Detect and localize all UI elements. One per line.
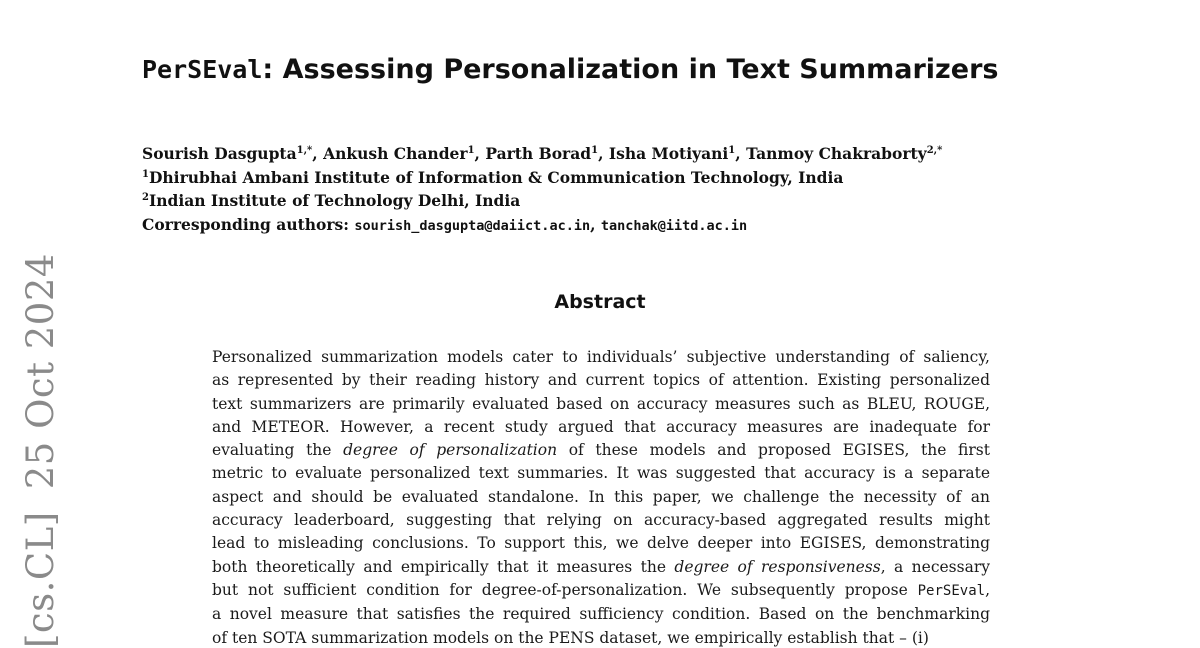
paper-title-rest: : Assessing Personalization in Text Summarizers bbox=[262, 54, 999, 85]
abstract-line: lead to misleading conclusions. To support this, we delve deeper into EGISES, demonstrating bbox=[212, 534, 990, 553]
author-list bbox=[142, 142, 942, 166]
abstract-line: accuracy leaderboard, suggesting that relying on accuracy-based aggregated results might bbox=[212, 511, 990, 530]
abstract-line: metric to evaluate personalized text summaries. It was suggested that accuracy is a separate bbox=[212, 464, 990, 483]
author: Isha Motiyani$^1$, bbox=[608, 144, 747, 163]
arxiv-date: 25 Oct 2024 bbox=[19, 253, 62, 490]
email-link-2[interactable]: tanchak@iitd.ac.in bbox=[600, 217, 748, 234]
abstract-line: a novel measure that satisfies the required sufficiency condition. Based on the benchmarking bbox=[212, 605, 990, 624]
paper-title bbox=[142, 52, 998, 88]
author: Ankush Chander$^1$, bbox=[323, 144, 486, 163]
corresponding-authors: Corresponding authors: sourish_dasgupta@daiict.ac.in, tanchak@iitd.ac.in bbox=[142, 214, 748, 234]
paper-title-name: PerSEval bbox=[142, 55, 263, 84]
author: Sourish Dasgupta$^{1,*}$, bbox=[142, 144, 324, 163]
arxiv-category: [cs.CL] bbox=[19, 511, 62, 648]
abstract-line: and METEOR. However, a recent study argued that accuracy measures are inadequate for bbox=[212, 417, 990, 436]
abstract-line: evaluating the degree of personalization of these models and proposed EGISES, the first bbox=[212, 441, 990, 460]
abstract-line: as represented by their reading history and current topics of attention. Existing personalized bbox=[212, 371, 990, 390]
abstract-heading: Abstract bbox=[554, 291, 646, 313]
authors-block bbox=[142, 142, 942, 238]
affiliation-1: $^1$Dhirubhai Ambani Institute of Information & Communication Technology, India bbox=[142, 167, 844, 187]
affiliation-2: $^2$Indian Institute of Technology Delhi, India bbox=[142, 191, 521, 210]
email-link-1[interactable]: sourish_dasgupta@daiict.ac.in bbox=[354, 217, 591, 234]
abstract-line: but not sufficient condition for degree-of-personalization. We subsequently propose PerSEval, bbox=[212, 580, 990, 599]
abstract-line: text summarizers are primarily evaluated based on accuracy measures such as BLEU, ROUGE, bbox=[212, 394, 990, 413]
abstract-line: both theoretically and empirically that it measures the degree of responsiveness, a necessary bbox=[212, 557, 990, 576]
author: Tanmoy Chakraborty$^{2,*}$ bbox=[746, 144, 943, 163]
author: Parth Borad$^1$, bbox=[485, 144, 609, 163]
abstract-line: of ten SOTA summarization models on the PENS dataset, we empirically establish that – (i) bbox=[212, 628, 929, 647]
abstract-line: Personalized summarization models cater to individuals’ subjective understanding of saliency, bbox=[212, 348, 990, 366]
abstract-line: aspect and should be evaluated standalone. In this paper, we challenge the necessity of an bbox=[212, 487, 990, 506]
abstract-body bbox=[212, 346, 990, 648]
